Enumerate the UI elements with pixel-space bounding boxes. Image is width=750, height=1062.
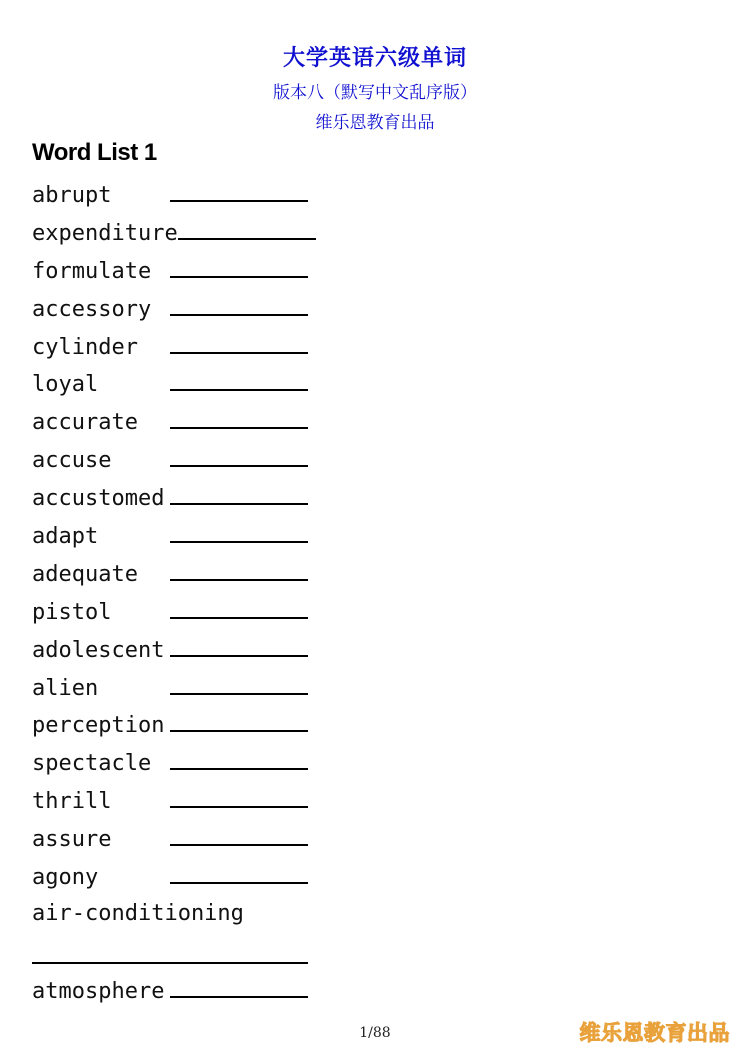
vocabulary-word: thrill xyxy=(32,789,112,815)
answer-blank-line xyxy=(170,289,308,316)
answer-blank-line xyxy=(170,175,308,202)
publisher-line: 维乐恩教育出品 xyxy=(315,113,435,133)
word-row xyxy=(32,516,316,554)
word-row xyxy=(32,592,316,630)
answer-blank-line xyxy=(32,933,308,964)
word-list-heading: Word List 1 xyxy=(32,139,157,166)
vocabulary-word: abrupt xyxy=(32,183,112,208)
answer-blank-line xyxy=(170,251,308,278)
vocabulary-word: alien xyxy=(32,675,99,701)
page-number: 1/88 xyxy=(359,1025,391,1041)
answer-blank-line xyxy=(170,971,308,998)
vocabulary-word: formulate xyxy=(32,258,152,284)
word-row xyxy=(32,402,316,440)
document-header xyxy=(0,40,750,138)
word-row xyxy=(32,175,316,213)
answer-blank-line xyxy=(178,213,316,240)
document-title: 大学英语六级单词 xyxy=(282,46,467,71)
word-row xyxy=(32,705,316,743)
word-row xyxy=(32,819,316,857)
word-row xyxy=(32,554,316,592)
answer-blank-line xyxy=(170,819,308,846)
vocabulary-word: atmosphere xyxy=(32,978,165,1004)
vocabulary-word: accuse xyxy=(32,448,112,474)
answer-blank-line xyxy=(170,857,308,884)
word-row xyxy=(32,630,316,668)
answer-blank-line xyxy=(170,516,308,543)
answer-blank-line xyxy=(170,402,308,429)
word-row xyxy=(32,971,316,1009)
vocabulary-word: cylinder xyxy=(32,334,138,360)
word-row xyxy=(32,895,316,971)
word-row xyxy=(32,440,316,478)
answer-blank-line xyxy=(170,781,308,808)
word-row xyxy=(32,364,316,402)
vocabulary-word: agony xyxy=(32,865,99,891)
answer-blank-line xyxy=(170,327,308,354)
vocabulary-word: adolescent xyxy=(32,637,165,663)
vocabulary-word: accustomed xyxy=(32,486,165,512)
vocabulary-word: spectacle xyxy=(32,751,152,777)
vocabulary-word: accessory xyxy=(32,296,152,322)
vocabulary-word: adequate xyxy=(32,561,138,587)
vocabulary-word: pistol xyxy=(32,599,112,625)
answer-blank-line xyxy=(170,668,308,695)
answer-blank-line xyxy=(170,743,308,770)
vocabulary-word: assure xyxy=(32,827,112,853)
word-row xyxy=(32,781,316,819)
vocabulary-word: expenditure xyxy=(32,220,178,246)
answer-blank-line xyxy=(170,554,308,581)
word-row xyxy=(32,668,316,706)
vocabulary-word: perception xyxy=(32,713,165,739)
word-row xyxy=(32,478,316,516)
word-row xyxy=(32,327,316,365)
word-row xyxy=(32,743,316,781)
vocabulary-word: adapt xyxy=(32,524,99,550)
vocabulary-word: loyal xyxy=(32,372,99,398)
word-row xyxy=(32,857,316,895)
word-row xyxy=(32,213,316,251)
answer-blank-line xyxy=(170,592,308,619)
word-list xyxy=(32,175,316,1009)
answer-blank-line xyxy=(170,705,308,732)
document-subtitle: 版本八（默写中文乱序版） xyxy=(273,83,477,103)
watermark-logo: 维乐恩教育出品 xyxy=(579,1021,730,1045)
vocabulary-word: accurate xyxy=(32,410,138,436)
answer-blank-line xyxy=(170,364,308,391)
word-row xyxy=(32,251,316,289)
word-row xyxy=(32,289,316,327)
vocabulary-word: air-conditioning xyxy=(32,900,244,926)
answer-blank-line xyxy=(170,630,308,657)
answer-blank-line xyxy=(170,478,308,505)
answer-blank-line xyxy=(170,440,308,467)
